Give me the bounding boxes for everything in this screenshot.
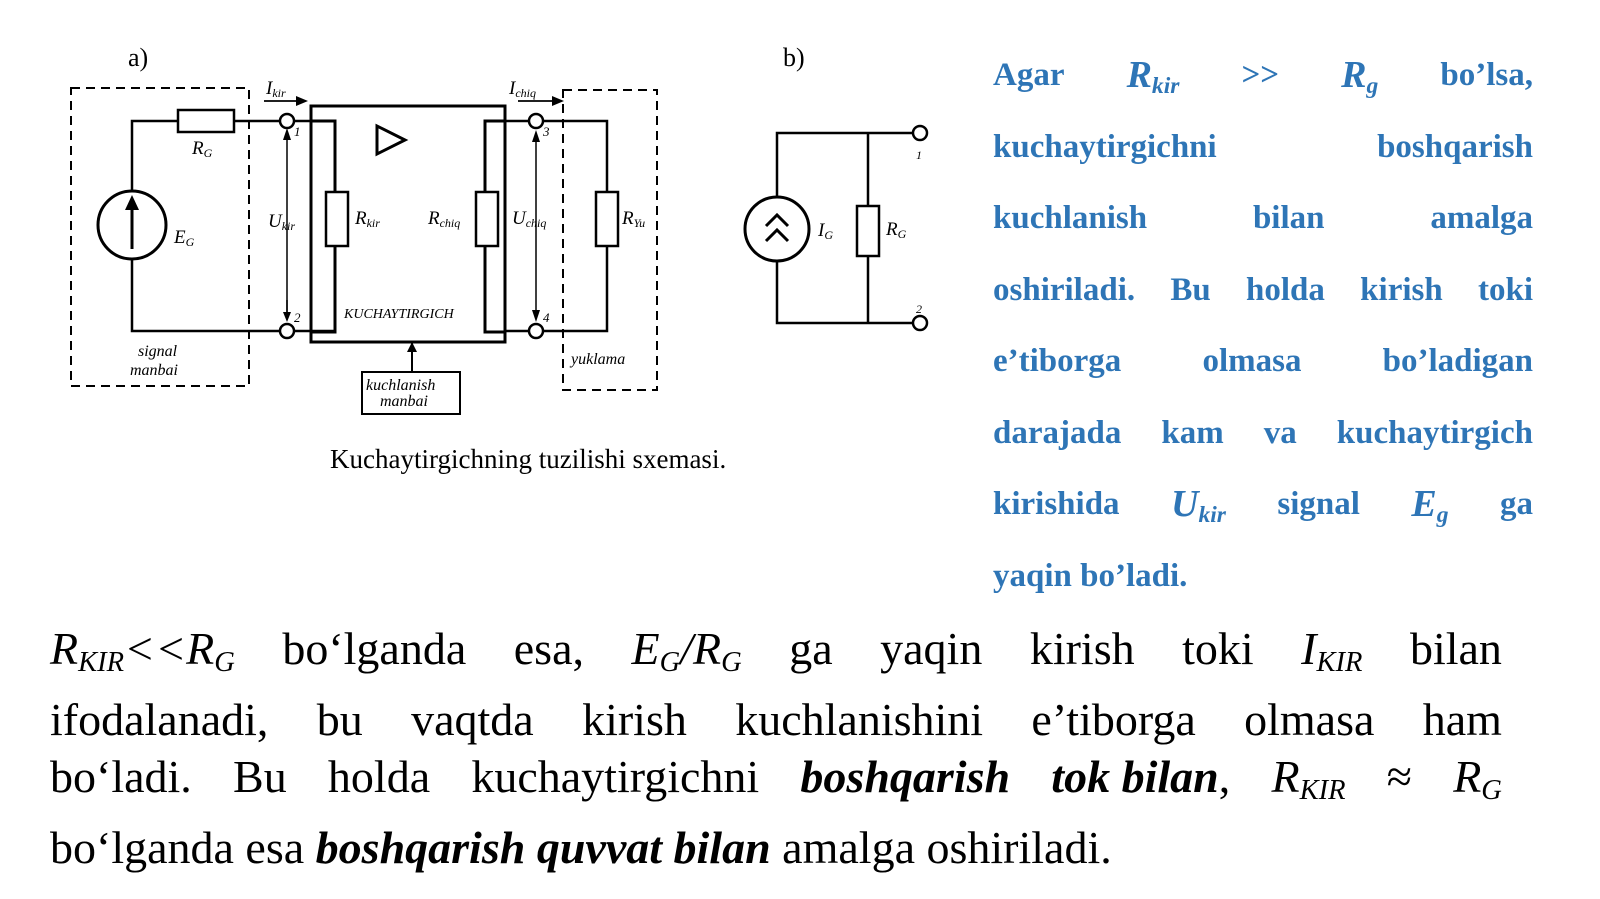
black-paragraph bbox=[50, 620, 1502, 876]
label-u-chiq: U bbox=[512, 208, 526, 229]
power-source-label-1: kuchlanish bbox=[366, 377, 436, 394]
label-r-yu: R bbox=[622, 208, 634, 229]
node-3-label: 3 bbox=[543, 124, 550, 139]
node-4-label: 4 bbox=[543, 310, 550, 325]
blue-line: kirishida $U_{kir}$ signal $E_g$ ga bbox=[993, 483, 1533, 528]
blue-line: kuchlanish bilan amalga bbox=[993, 200, 1533, 236]
amplifier-label: KUCHAYTIRGICH bbox=[344, 307, 454, 322]
label-e-g: E bbox=[174, 227, 186, 248]
svg-text:EG: EG bbox=[174, 227, 195, 249]
blue-paragraph bbox=[993, 40, 1533, 612]
black-line: ifodalanadi, bu vaqtda kirish kuchlanishini e’tiborga olmasa ham bbox=[50, 694, 1502, 746]
svg-text:Ukir: Ukir bbox=[268, 211, 296, 233]
black-line: bo‘ladi. Bu holda kuchaytirgichni boshqarish tok bilan, $R_{KIR}$ ≈ $R_G$ bbox=[50, 751, 1502, 807]
figure-a-label: a) bbox=[128, 43, 149, 72]
label-i-chiq: I bbox=[509, 78, 516, 99]
terminal-b-2 bbox=[913, 316, 927, 330]
node-2-label: 2 bbox=[294, 310, 301, 325]
blue-line: e’tiborga olmasa bo’ladigan bbox=[993, 343, 1533, 379]
terminal-3 bbox=[529, 114, 543, 128]
label-b-r-g: R bbox=[886, 219, 898, 240]
node-b-2-label: 2 bbox=[916, 302, 922, 316]
node-b-1-label: 1 bbox=[916, 148, 922, 162]
label-r-kir: R bbox=[355, 208, 367, 229]
label-u-kir: U bbox=[268, 211, 282, 232]
blue-line: oshiriladi. Bu holda kirish toki bbox=[993, 271, 1533, 308]
svg-text:Ichiq: Ichiq bbox=[509, 78, 536, 100]
signal-source-label-2: manbai bbox=[130, 362, 178, 379]
node-1-label: 1 bbox=[294, 124, 301, 139]
figure-caption: Kuchaytirgichning tuzilishi sxemasi. bbox=[330, 444, 727, 474]
label-r-chiq: R bbox=[428, 208, 440, 229]
label-b-i-g: I bbox=[818, 220, 825, 241]
svg-text:RG: RG bbox=[886, 219, 907, 241]
svg-text:RG: RG bbox=[192, 138, 213, 160]
terminal-b-1 bbox=[913, 126, 927, 140]
black-line: $R_{KIR}<<R_G$ bo‘lganda esa, $E_G/R_G$ ga yaqin kirish toki $I_{KIR}$ bilan bbox=[50, 623, 1502, 679]
load-label: yuklama bbox=[571, 351, 626, 368]
black-line: bo‘lganda esa boshqarish quvvat bilan amalga oshiriladi. bbox=[50, 822, 1112, 874]
svg-text:Ikir: Ikir bbox=[266, 78, 286, 100]
blue-line: kuchaytirgichni boshqarish bbox=[993, 128, 1533, 165]
svg-text:Rkir: Rkir bbox=[355, 208, 380, 230]
svg-text:Uchiq: Uchiq bbox=[512, 208, 547, 230]
svg-text:IG: IG bbox=[818, 220, 833, 242]
resistor-b-rg bbox=[857, 206, 879, 256]
circuit-diagram bbox=[0, 0, 960, 440]
resistor-ryu bbox=[596, 192, 618, 246]
label-r-g: R bbox=[192, 138, 204, 159]
resistor-rchiq bbox=[476, 192, 498, 246]
terminal-4 bbox=[529, 324, 543, 338]
blue-line: darajada kam va kuchaytirgich bbox=[993, 414, 1533, 451]
resistor-rg bbox=[178, 110, 234, 132]
power-source-label-2: manbai bbox=[380, 393, 428, 410]
svg-text:Rchiq: Rchiq bbox=[428, 208, 461, 230]
figure-b-label: b) bbox=[783, 43, 805, 72]
blue-line: Agar $R_{kir}$ >> $R_g$ bo’lsa, bbox=[993, 54, 1533, 99]
svg-text:RYu: RYu bbox=[622, 208, 646, 230]
amplifier-triangle-icon bbox=[377, 126, 405, 154]
terminal-1 bbox=[280, 114, 294, 128]
label-i-kir: I bbox=[266, 78, 273, 99]
blue-line: yaqin bo’ladi. bbox=[993, 557, 1188, 594]
resistor-rkir bbox=[326, 192, 348, 246]
terminal-2 bbox=[280, 324, 294, 338]
signal-source-label-1: signal bbox=[138, 343, 178, 360]
